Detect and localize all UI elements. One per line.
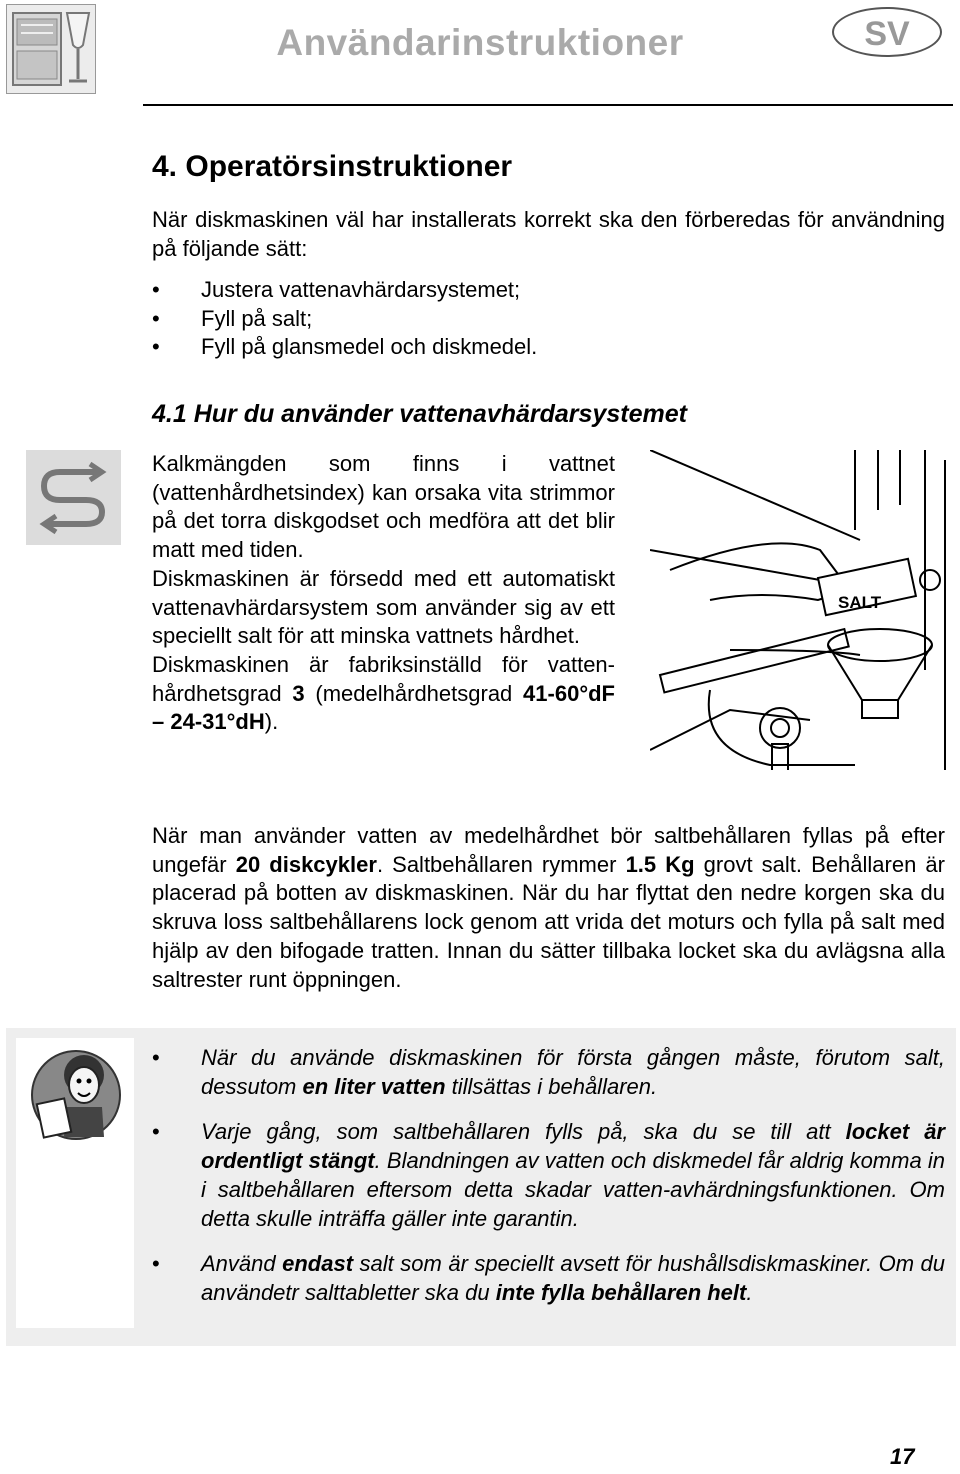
- bullet-icon: •: [152, 1119, 160, 1145]
- list-item-text: Fyll på salt;: [201, 305, 313, 331]
- salt-filling-illustration: [650, 450, 950, 770]
- subsection-heading: 4.1 Hur du använder vattenavhärdarsystemet: [152, 400, 687, 428]
- list-item: • När du använde diskmaskinen för första gången måste, förutom salt, dessutom en liter vatten tillsättas i behållaren.: [152, 1045, 945, 1099]
- softener-description: [152, 450, 615, 737]
- bullet-icon: •: [152, 1251, 160, 1277]
- page-number: 17: [890, 1444, 915, 1469]
- softener-paragraph-1: Kalkmängden som finns i vattnet (vattenhårdhetsindex) kan orsaka vita strimmor på det torra diskgodset och medföra att det blir matt med tiden.: [152, 451, 615, 563]
- advice-avatar-icon: [26, 1045, 126, 1145]
- softener-paragraph-3: Diskmaskinen är fabriksinställd för vatten-hårdhetsgrad 3 (medelhårdhetsgrad 41-60°dF – 24-31°dH).: [152, 651, 615, 735]
- header-title: Användarinstruktioner: [276, 22, 684, 63]
- bullet-icon: •: [152, 334, 160, 360]
- intro-paragraph: När diskmaskinen väl har installerats korrekt ska den förberedas för användning på följande sätt:: [152, 207, 945, 261]
- section-heading: 4. Operatörsinstruktioner: [152, 150, 513, 183]
- refill-paragraph: När man använder vatten av medelhårdhet bör saltbehållaren fyllas på efter ungefär 20 diskcykler. Saltbehållaren rymmer 1.5 Kg grovt salt. Behållaren är placerad på botten av diskmaskinen. När du har flyttat den nedre korgen ska du skruva loss saltbehållarens lock genom att vrida det moturs och fylla på salt med hjälp av den bifogade tratten. Innan du sätter tillbaka locket ska du avlägsna alla saltrester runt öppningen.: [152, 823, 945, 992]
- water-softener-icon: [26, 450, 121, 545]
- list-item: [152, 276, 852, 305]
- softener-paragraph-2: Diskmaskinen är försedd med ett automatiskt vattenavhärdarsystem som använder sig av ett speciellt salt för att minska vattnets hårdhet.: [152, 565, 615, 649]
- list-item-text: Fyll på glansmedel och diskmedel.: [201, 334, 538, 360]
- list-item: [152, 333, 852, 362]
- warnings-list: [152, 1044, 945, 1308]
- header-divider: [143, 104, 953, 106]
- preparation-list: [152, 276, 852, 362]
- bullet-icon: •: [152, 305, 160, 331]
- list-item-text: Justera vattenavhärdarsystemet;: [201, 277, 521, 302]
- list-item: • Varje gång, som saltbehållaren fylls på, ska du se till att locket är ordentligt stängt. Blandningen av vatten och diskmedel får aldrig komma in i saltbehållaren eftersom detta skadar vatten-avhärdningsfunktionen. Om detta skulle inträffa gäller inte garantin.: [152, 1119, 945, 1231]
- salt-package-label: SALT: [838, 593, 882, 612]
- language-badge: SV: [832, 7, 942, 57]
- bullet-icon: •: [152, 277, 160, 302]
- list-item: [152, 305, 852, 334]
- list-item: • Använd endast salt som är speciellt avsett för hushållsdiskmaskiner. Om du användetr salttabletter ska du inte fylla behållaren helt.: [152, 1251, 946, 1305]
- bullet-icon: •: [152, 1045, 160, 1070]
